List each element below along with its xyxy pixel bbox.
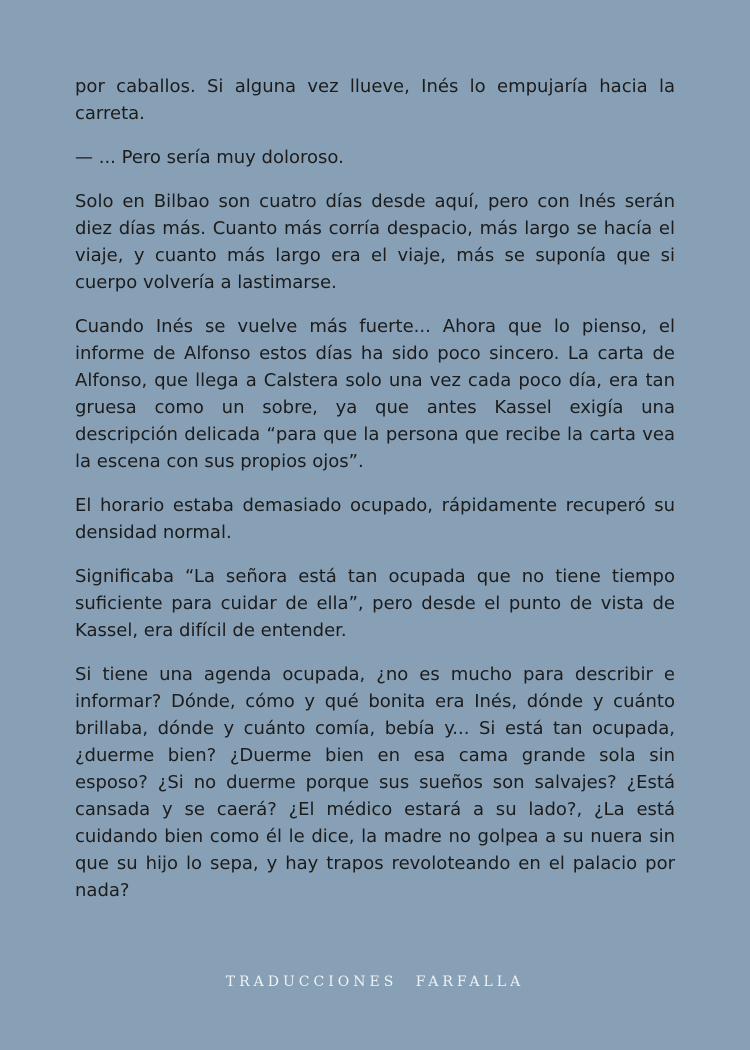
footer-credit: TRADUCCIONES FARFALLA <box>225 974 525 990</box>
paragraph-4: Cuando Inés se vuelve más fuerte... Ahora que lo pienso, el informe de Alfonso estos días ha sido poco sincero. La carta de Alfonso, que llega a Calstera solo una vez cada poco día, era tan gruesa como un sobre, ya que antes Kassel exigía una descripción delicada “para que la persona que recibe la carta vea la escena con sus propios ojos”. <box>75 316 675 472</box>
paragraph-1: por caballos. Si alguna vez llueve, Inés lo empujaría hacia la carreta. <box>75 76 675 124</box>
paragraph-5: El horario estaba demasiado ocupado, rápidamente recuperó su densidad normal. <box>75 495 675 543</box>
paragraph-3: Solo en Bilbao son cuatro días desde aquí, pero con Inés serán diez días más. Cuanto más corría despacio, más largo se hacía el viaje, y cuanto más largo era el viaje, más se suponía que si cuerpo volvería a lastimarse. <box>75 191 675 293</box>
paragraph-7: Si tiene una agenda ocupada, ¿no es mucho para describir e informar? Dónde, cómo y qué bonita era Inés, dónde y cuánto brillaba, dónde y cuánto comía, bebía y... Si está tan ocupada, ¿duerme bien? ¿Duerme bien en esa cama grande sola sin esposo? ¿Si no duerme porque sus sueños son salvajes? ¿Está cansada y se caerá? ¿El médico estará a su lado?, ¿La está cuidando bien como él le dice, la madre no golpea a su nuera sin que su hijo lo sepa, y hay trapos revoloteando en el palacio por nada? <box>75 664 675 901</box>
paragraph-2: — ... Pero sería muy doloroso. <box>75 147 344 168</box>
body-text <box>75 73 675 921</box>
paragraph-6: Significaba “La señora está tan ocupada que no tiene tiempo suficiente para cuidar de ella”, pero desde el punto de vista de Kassel, era difícil de entender. <box>75 566 675 641</box>
